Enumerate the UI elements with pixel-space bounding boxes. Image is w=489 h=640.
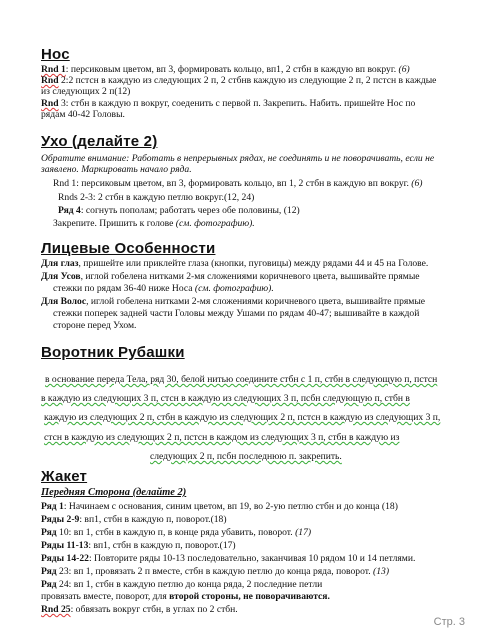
jacket-row-24-cont: провязать вместе, поворот, для второй стороны, не поворачиваются. [41, 591, 330, 602]
collar-heading: Воротник Рубашки [41, 344, 185, 361]
ear-note: Обратите внимание: Работать в непрерывных рядах, не соединять и не поворачивать, если не [41, 153, 435, 164]
collar-line-4: стсн в каждую из следующих 2 п, пстсн в каждом из следующих 3 п, стбн в каждую из [44, 432, 400, 443]
nose-row-3: Rnd 3: стбн в каждую п вокруг, соеденить с первой п. Закрепить. Набить. пришейте Нос по [41, 98, 416, 109]
nose-row-3-cont: рядам 40-42 Головы. [41, 109, 125, 120]
ear-row-1: Rnd 1: персиковым цветом, вп 3, формировать кольцо, вп 1, 2 стбн в каждую вп вокруг. (6) [53, 178, 423, 189]
jacket-row-25: Rnd 25: обвязать вокруг стбн, в углах по 2 стбн. [41, 604, 238, 615]
jacket-row-23: Ряд 23: вп 1, провязать 2 п вместе, стбн в каждую петлю до конца ряда, поворот. (13) [41, 566, 390, 577]
face-hair-cont: стежки поперек задней части Головы между Ушами по рядам 40-47; вышивайте в каждой [53, 308, 420, 319]
jacket-row-14-22: Ряды 14-22: Повторите ряды 10-13 последовательно, заканчивая 10 рядом 10 и 14 петлями. [41, 553, 416, 564]
ear-heading: Ухо (делайте 2) [41, 133, 158, 150]
nose-row-2-cont: из следующих 2 п(12) [41, 86, 131, 97]
jacket-heading: Жакет [41, 468, 88, 485]
jacket-row-1: Ряд 1: Начинаем с основания, синим цветом, вп 19, во 2-ую петлю стбн и до конца (18) [41, 501, 398, 512]
ear-finish: Закрепите. Пришить к голове (см. фотографию). [53, 218, 255, 229]
collar-line-1: в основание переда Тела, ряд 30, белой нитью соедините стбн с 1 п, стбн в следующую п, пстсн [45, 374, 438, 385]
jacket-row-11-13: Ряды 11-13: вп1, стбн в каждую п, поворот.(17) [41, 540, 236, 551]
face-heading: Лицевые Особенности [41, 240, 216, 257]
jacket-row-24: Ряд 24: вп 1, стбн в каждую петлю до конца ряда, 2 последние петли [41, 579, 323, 590]
jacket-subheading: Передняя Сторона (делайте 2) [41, 487, 187, 498]
collar-line-2: в каждую из следующих 3 п, стсн в каждую из следующих 3 п, псбн следующую п, стбн в [41, 393, 410, 404]
nose-row-1: Rnd 1: персиковым цветом, вп 3, формировать кольцо, вп1, 2 стбн в каждую вп вокруг. (6) [41, 64, 410, 75]
ear-row-2-3: Rnds 2-3: 2 стбн в каждую петлю вокруг.(12, 24) [58, 192, 255, 203]
face-hair-cont-2: стороне перед Ухом. [53, 320, 137, 331]
collar-line-3: каждую из следующих 2 п, стбн в каждую из следующих 2 п, пстсн в каждую из следующих 3 п, [44, 412, 441, 423]
ear-note-cont: заявлено. Маркировать начало ряда. [41, 164, 192, 175]
face-hair: Для Волос, иглой гобелена нитками 2-мя сложениями коричневого цвета, вышивайте прямые [41, 296, 426, 307]
nose-row-2: Rnd 2:2 пстсн в каждую из следующих 2 п, 2 стбнв каждую из следующие 2 п, 2 пстсн в каждые [41, 75, 437, 86]
nose-heading: Нос [41, 46, 70, 63]
face-eyes: Для глаз, пришейте или приклейте глаза (кнопки, пуговицы) между рядами 44 и 45 на Голове. [41, 258, 429, 269]
face-mustache-cont: стежки по рядам 36-40 ниже Носа (см. фотографию). [53, 283, 274, 294]
face-mustache: Для Усов, иглой гобелена нитками 2-мя сложениями коричневого цвета, вышивайте прямые [41, 271, 420, 282]
jacket-row-10: Ряд 10: вп 1, стбн в каждую п, в конце ряда убавить, поворот. (17) [41, 527, 312, 538]
page-number: Стр. 3 [433, 616, 465, 628]
ear-row-4: Ряд 4: согнуть пополам; работать через обе половины, (12) [58, 205, 300, 216]
jacket-row-2-9: Ряды 2-9: вп1, стбн в каждую п, поворот.(18) [41, 514, 227, 525]
collar-line-5: следующих 2 п, псбн последнюю п. закрепить. [150, 451, 342, 462]
